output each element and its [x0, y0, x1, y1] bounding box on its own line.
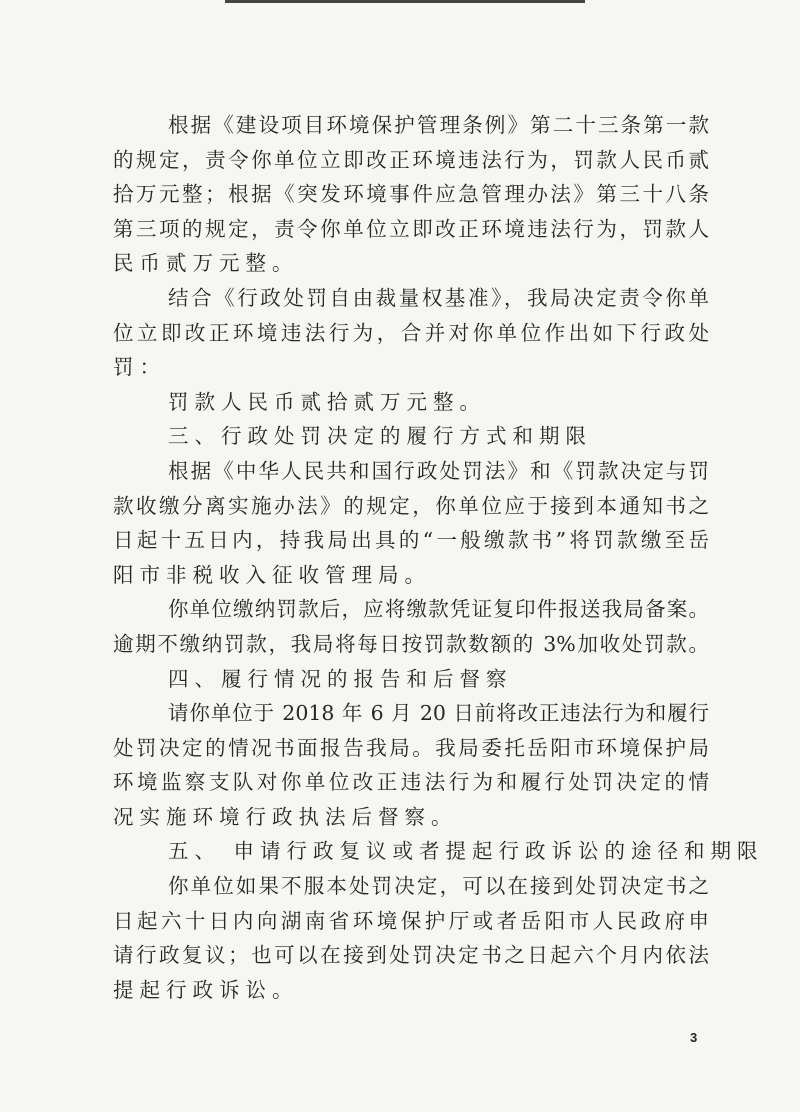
text-line: 请你单位于 2018 年 6 月 20 日前将改正违法行为和履行 [168, 701, 709, 726]
section-heading-4: 四、履行情况的报告和后督察 [168, 666, 513, 691]
text-line: 提起行政诉讼。 [113, 977, 299, 1002]
text-line: 逾期不缴纳罚款，我局将每日按罚款数额的 3%加收处罚款。 [113, 631, 709, 656]
text-line: 日起十五日内，持我局出具的“一般缴款书”将罚款缴至岳 [113, 528, 709, 553]
text-line: 拾万元整；根据《突发环境事件应急管理办法》第三十八条 [113, 182, 709, 207]
page-number: 3 [690, 1030, 698, 1045]
text-line: 请行政复议；也可以在接到处罚决定书之日起六个月内依法 [113, 943, 709, 968]
text-line: 你单位缴纳罚款后，应将缴款凭证复印件报送我局备案。 [168, 597, 709, 622]
text-line: 罚： [113, 355, 166, 380]
text-line: 根据《建设项目环境保护管理条例》第二十三条第一款 [168, 113, 709, 137]
text-line: 民币贰万元整。 [113, 251, 299, 276]
section-heading-3: 三、行政处罚决定的履行方式和期限 [168, 424, 592, 449]
text-line: 位立即改正环境违法行为，合并对你单位作出如下行政处 [113, 320, 709, 345]
text-line: 结合《行政处罚自由裁量权基准》，我局决定责令你单 [168, 285, 709, 310]
text-line: 况实施环境行政执法后督察。 [113, 804, 458, 829]
fine-amount: 罚款人民币贰拾贰万元整。 [168, 389, 486, 414]
document-body [113, 108, 764, 1007]
section-heading-5: 五、 申请行政复议或者提起行政诉讼的途径和期限 [168, 839, 764, 864]
scan-edge [225, 0, 585, 3]
text-line: 日起六十日内向湖南省环境保护厅或者岳阳市人民政府申 [113, 908, 709, 933]
text-line: 处罚决定的情况书面报告我局。我局委托岳阳市环境保护局 [113, 735, 709, 760]
text-line: 根据《中华人民共和国行政处罚法》和《罚款决定与罚 [168, 458, 709, 483]
text-line: 你单位如果不服本处罚决定，可以在接到处罚决定书之 [168, 874, 709, 899]
text-line: 第三项的规定，责令你单位立即改正环境违法行为，罚款人 [113, 216, 709, 241]
text-line: 的规定，责令你单位立即改正环境违法行为，罚款人民币贰 [113, 147, 709, 172]
text-line: 款收缴分离实施办法》的规定，你单位应于接到本通知书之 [113, 493, 709, 518]
text-line: 环境监察支队对你单位改正违法行为和履行处罚决定的情 [113, 770, 709, 795]
text-line: 阳市非税收入征收管理局。 [113, 562, 431, 587]
